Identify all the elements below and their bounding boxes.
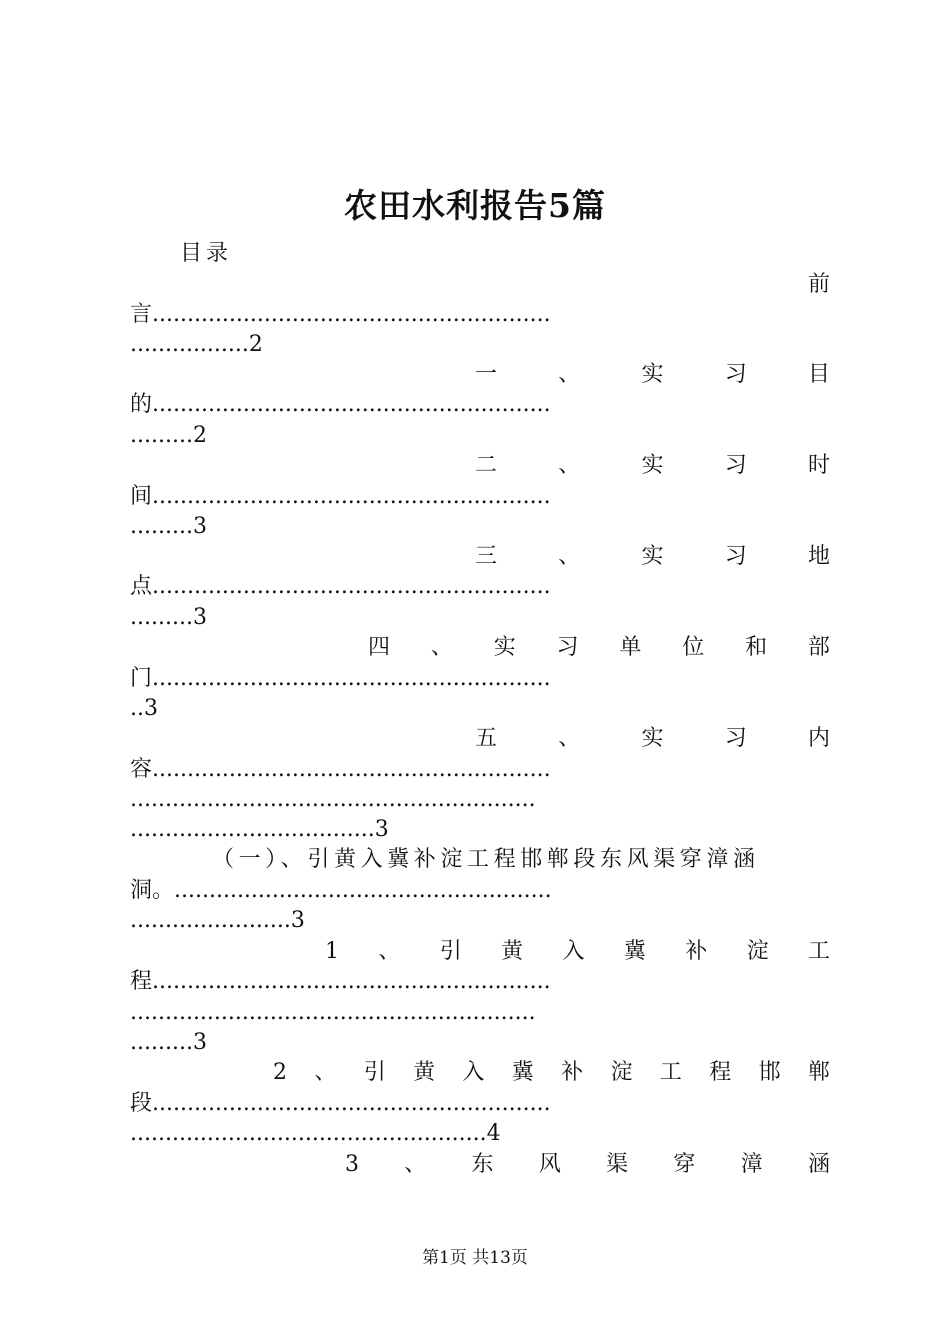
toc-char: 淀 [746, 939, 769, 964]
toc-char: 一 [475, 362, 498, 387]
toc-char: 郸 [807, 1060, 830, 1085]
toc-char: 习 [724, 544, 747, 569]
toc-char: 内 [807, 726, 830, 751]
toc-char: 习 [724, 453, 747, 478]
toc-line: 前 [807, 272, 830, 297]
toc-line-spread [475, 542, 830, 572]
toc-line: .................2 [130, 332, 263, 357]
toc-char: 3 [345, 1152, 359, 1177]
toc-char: 实 [641, 453, 664, 478]
toc-char: 习 [724, 726, 747, 751]
toc-char: 、 [430, 635, 453, 660]
toc-line: .......................................................... [130, 787, 536, 812]
toc-char: 四 [368, 635, 391, 660]
toc-char: 习 [724, 362, 747, 387]
toc-char: 、 [314, 1060, 337, 1085]
toc-line: .........2 [130, 423, 207, 448]
toc-char: 和 [745, 635, 768, 660]
toc-line: 容......................................................... [130, 757, 551, 782]
toc-line-spread [475, 451, 830, 481]
toc-line-spread [325, 937, 830, 967]
toc-char: 邯 [758, 1060, 781, 1085]
toc-char: 冀 [511, 1060, 534, 1085]
toc-heading: 目录 [180, 241, 233, 266]
toc-char: 、 [558, 362, 581, 387]
toc-char: 二 [475, 453, 498, 478]
toc-char: 涵 [807, 1152, 830, 1177]
toc-line: .........3 [130, 514, 207, 539]
toc-line: .......................................................... [130, 1000, 536, 1025]
toc-char: 补 [561, 1060, 584, 1085]
toc-line-spread [475, 724, 830, 754]
toc-line-spread [368, 633, 830, 663]
toc-line: ...................................................4 [130, 1121, 501, 1146]
toc-char: 实 [493, 635, 516, 660]
toc-char: 引 [363, 1060, 386, 1085]
toc-line: 间......................................................... [130, 484, 551, 509]
toc-char: 地 [807, 544, 830, 569]
toc-char: 冀 [623, 939, 646, 964]
toc-char: 实 [641, 544, 664, 569]
toc-line: （一）、引黄入冀补淀工程邯郸段东风渠穿漳涵 [212, 847, 760, 872]
toc-char: 东 [471, 1152, 494, 1177]
toc-char: 习 [556, 635, 579, 660]
toc-char: 渠 [606, 1152, 629, 1177]
toc-char: 程 [709, 1060, 732, 1085]
toc-char: 2 [273, 1060, 287, 1085]
toc-char: 淀 [610, 1060, 633, 1085]
toc-char: 实 [641, 726, 664, 751]
toc-char: 漳 [740, 1152, 763, 1177]
toc-char: 、 [558, 453, 581, 478]
toc-char: 位 [682, 635, 705, 660]
page-footer: 第1页 共13页 [422, 1248, 528, 1268]
toc-line: 程......................................................... [130, 969, 551, 994]
toc-char: 、 [558, 726, 581, 751]
toc-char: 穿 [673, 1152, 696, 1177]
toc-line-spread [273, 1058, 830, 1088]
toc-line: ..3 [130, 696, 158, 721]
toc-char: 风 [538, 1152, 561, 1177]
toc-line: 言......................................................... [130, 302, 551, 327]
toc-char: 工 [807, 939, 830, 964]
toc-line-spread [475, 360, 830, 390]
toc-char: 五 [475, 726, 498, 751]
toc-char: 时 [807, 453, 830, 478]
toc-line: 段......................................................... [130, 1091, 551, 1116]
toc-line-spread [345, 1150, 830, 1180]
toc-char: 入 [562, 939, 585, 964]
toc-line: 门......................................................... [130, 666, 551, 691]
toc-line: 点......................................................... [130, 574, 551, 599]
toc-char: 单 [619, 635, 642, 660]
toc-line: .......................3 [130, 908, 305, 933]
toc-char: 、 [378, 939, 401, 964]
toc-line: .........3 [130, 605, 207, 630]
toc-char: 引 [439, 939, 462, 964]
toc-char: 、 [558, 544, 581, 569]
toc-char: 1 [325, 939, 339, 964]
toc-line: ...................................3 [130, 817, 389, 842]
toc-char: 工 [659, 1060, 682, 1085]
toc-char: 黄 [413, 1060, 436, 1085]
toc-char: 部 [807, 635, 830, 660]
toc-char: 目 [807, 362, 830, 387]
toc-char: 实 [641, 362, 664, 387]
toc-char: 补 [685, 939, 708, 964]
document-title: 农田水利报告5篇 [344, 186, 606, 225]
toc-char: 入 [462, 1060, 485, 1085]
toc-char: 三 [475, 544, 498, 569]
toc-char: 、 [404, 1152, 427, 1177]
toc-line: 洞。...................................................... [130, 878, 552, 903]
toc-char: 黄 [501, 939, 524, 964]
toc-line: .........3 [130, 1030, 207, 1055]
toc-line: 的......................................................... [130, 392, 551, 417]
